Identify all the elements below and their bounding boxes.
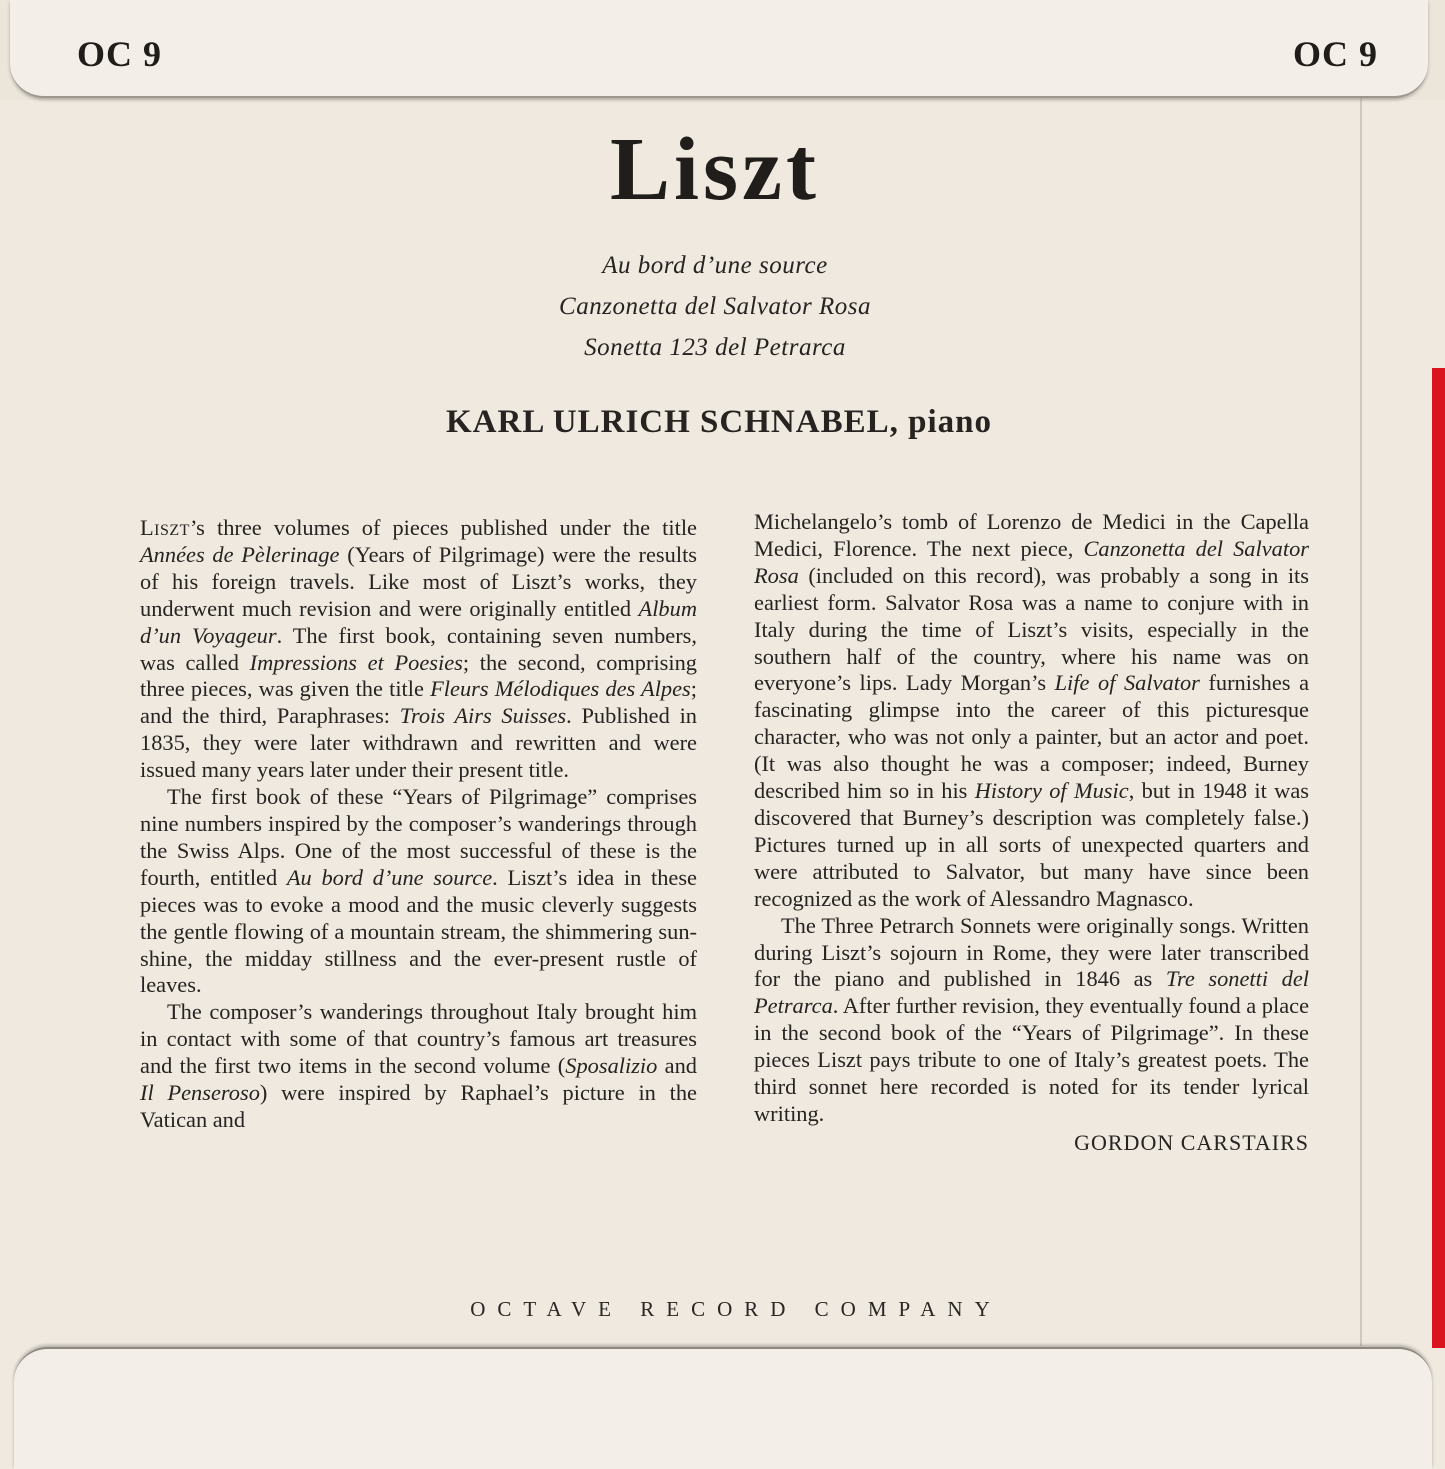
text-segment: furnishes a fascinating glimpse into the career of this picturesque character, who was not only a painter, but an actor and poet. (It was also thought he was a composer; indeed, Burney described him so in his — [754, 670, 1310, 804]
text-segment: . Published in 1835, they were later withdrawn and rewritten and were issued many years later under their present title. — [140, 703, 697, 783]
bottom-flap — [14, 1347, 1432, 1469]
italic-title: Tre sonetti del Petrarca — [754, 966, 1309, 1019]
liner-notes-left-column — [140, 515, 697, 1134]
top-flap — [10, 0, 1428, 98]
italic-title: Il Penseroso — [140, 1080, 260, 1106]
italic-title: Sposalizio — [565, 1053, 658, 1079]
works-list — [0, 245, 1430, 368]
italic-title: Au bord d’une source — [286, 864, 493, 890]
text-segment: Michelangelo’s tomb of Lorenzo de Medici in the Capella Medici, Florence. The next piece, — [754, 509, 1309, 561]
text-segment: and — [657, 1053, 697, 1079]
italic-title: Années de Pèlerinage — [140, 541, 340, 567]
author-signature: GORDON CARSTAIRS — [1074, 1129, 1309, 1155]
liner-notes-paragraph — [140, 999, 697, 1134]
text-segment: ) were inspired by Raphael’s picture in the Vatican and — [140, 1080, 697, 1132]
catalog-number-left: OC 9 — [77, 34, 162, 74]
performer-instrument: piano — [908, 404, 992, 440]
text-segment: The composer’s wanderings throughout Italy brought him in contact with some of that country’s famous art treasures and the first two items in the second volume ( — [140, 999, 697, 1079]
liner-notes-right-column — [754, 509, 1309, 1157]
work-title: Au bord d’une source — [602, 252, 828, 279]
italic-title: Trois Airs Suisses — [399, 703, 567, 729]
performer-name: KARL ULRICH SCHNABEL, — [446, 404, 899, 440]
record-label: OCTAVE RECORD COMPANY — [470, 1297, 1002, 1321]
text-segment: ’s three volumes of pieces published under the title — [189, 515, 697, 540]
text-segment: . The first book, containing seven numbers, was called — [140, 622, 697, 675]
italic-title: Album d’un Voyageur — [140, 595, 697, 648]
text-segment: The Three Petrarch Sonnets were originally songs. Written during Liszt’s sojourn in Rome, they were later transcribed for the piano and published in 1846 as — [754, 912, 1309, 992]
italic-title: Impressions et Poesies — [249, 649, 463, 675]
text-segment: . Liszt’s idea in these pieces was to evoke a mood and the music cleverly suggests the gentle flowing of a mountain stream, the shimmering sunshine, the midday stillness and the ever-present rustle of leaves. — [140, 864, 697, 998]
italic-title: Canzonetta del Salvator Rosa — [754, 535, 1309, 588]
smallcaps-lead: Liszt — [140, 515, 190, 540]
liner-notes-paragraph — [754, 509, 1309, 913]
catalog-number-right: OC 9 — [1293, 34, 1378, 74]
work-title: Sonetta 123 del Petrarca — [584, 334, 846, 361]
performer-credit — [0, 404, 1438, 441]
liner-notes-paragraph — [754, 913, 1309, 1128]
italic-title: Life of Salvator — [1054, 670, 1200, 696]
italic-title: History of Music — [974, 778, 1129, 804]
text-segment: , but in 1948 it was discovered that Burney’s description was completely false.) Pictures turned up in all sorts of unexpected quarters and were attributed to Salvator, but many have since been recognized as the work of Alessandro Magnasco. — [754, 778, 1309, 911]
work-title: Canzonetta del Salvator Rosa — [559, 293, 871, 320]
text-segment: ; the second, comprising three pieces, was given the title — [140, 649, 698, 702]
composer-title: Liszt — [610, 120, 820, 219]
liner-notes-paragraph — [140, 784, 697, 999]
text-segment: The first book of these “Years of Pilgrimage” comprises nine numbers inspired by the composer’s wanderings through the Swiss Alps. One of the most successful of these is the fourth, entitled — [140, 784, 697, 890]
text-segment: . After further revision, they eventually found a place in the second book of the “Years of Pilgrimage”. In these pieces Liszt pays tribute to one of Italy’s greatest poets. The third sonnet here recorded is noted for its tender lyrical writing. — [754, 993, 1310, 1126]
text-segment: (Years of Pilgrimage) were the results of his foreign travels. Like most of Liszt’s works, they underwent much revision and were originally entitled — [140, 541, 698, 621]
text-segment: ; and the third, Paraphrases: — [140, 676, 697, 729]
italic-title: Fleurs Mélodiques des Alpes — [430, 676, 691, 702]
red-sleeve-strip — [1432, 368, 1445, 1348]
text-segment: (included on this record), was probably a song in its earliest form. Salvator Rosa was a name to conjure with in Italy during the time of Liszt’s visits, especially in the southern half of the country, where his name was on everyone’s lips. Lady Morgan’s — [754, 562, 1309, 696]
liner-notes-paragraph — [140, 515, 697, 784]
